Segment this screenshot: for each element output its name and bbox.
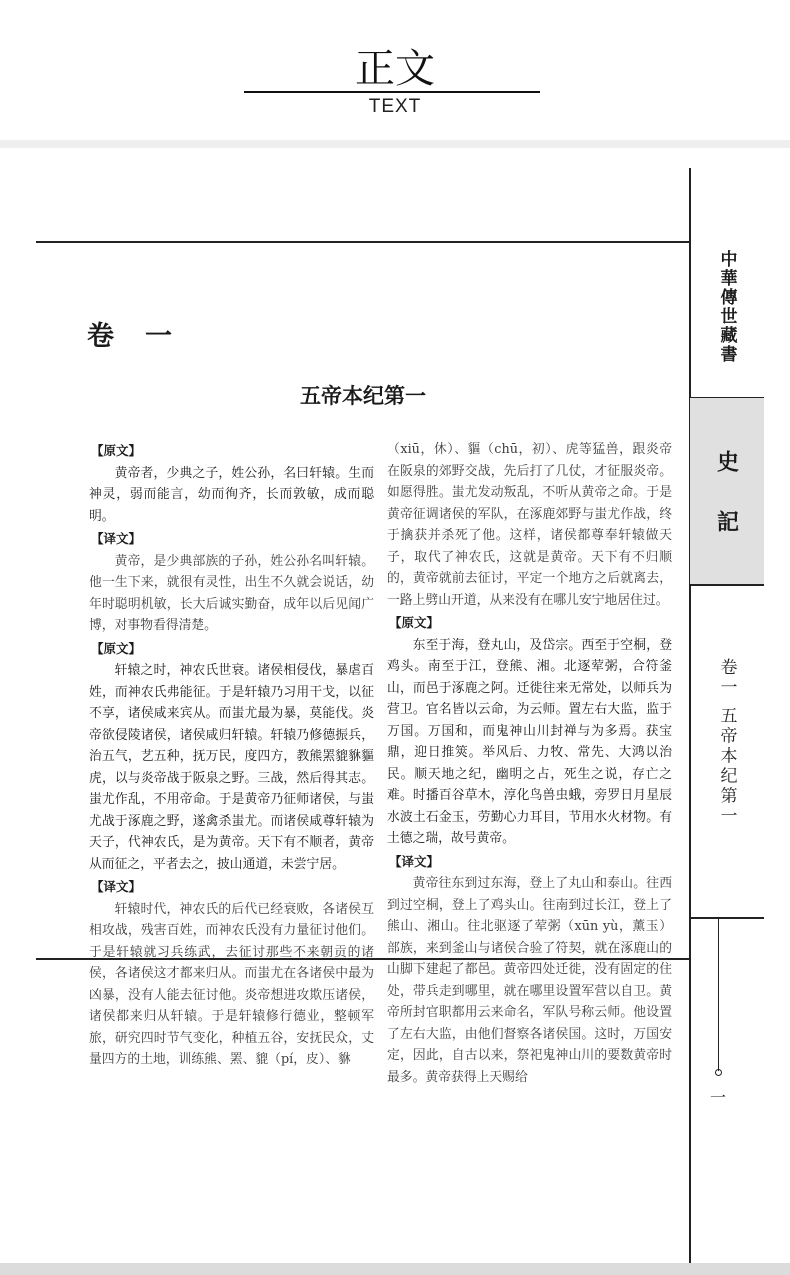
section-title: 正文 xyxy=(355,46,435,92)
original-paragraph: 轩辕之时，神农氏世衰。诸侯相侵伐，暴虐百姓，而神农氏弗能征。于是轩辕乃习用干戈，以征不享，诸侯咸来宾从。而蚩尤最为暴，莫能伐。炎帝欲侵陵诸侯，诸侯咸归轩辕。轩辕乃修德振兵，治五气，艺五种，抚万民，度四方，教熊罴貔貅貙虎，以与炎帝战于阪泉之野。三战，然后得其志。蚩尤作乱，不用帝命。于是黄帝乃征师诸侯，与蚩尤战于涿鹿之野，遂禽杀蚩尤。而诸侯咸尊轩辕为天子，代神农氏，是为黄帝。天下有不顺者，黄帝从而征之，平者去之，披山通道，未尝宁居。 xyxy=(89,663,374,872)
label-original: 【原文】 xyxy=(389,615,440,630)
book-page xyxy=(0,148,790,1263)
volume-chapter-text: 卷一 五帝本纪第一 xyxy=(716,658,737,827)
translation-paragraph: 黄帝，是少典部族的子孙，姓公孙名叫轩辕。他一生下来，就很有灵性，出生不久就会说话，幼年时聪明机敏，长大后诚实勤奋，成年以后见闻广博，对事物看得清楚。 xyxy=(89,553,374,633)
volume-title: 卷 一 xyxy=(87,321,174,352)
book-title-text: 史記 xyxy=(713,450,740,570)
sidebar-thin-line xyxy=(718,919,719,1071)
header-band xyxy=(0,0,790,140)
title-underline xyxy=(244,91,540,93)
label-original: 【原文】 xyxy=(91,443,142,458)
label-original: 【原文】 xyxy=(91,640,142,656)
translation-paragraph: 黄帝往东到过东海，登上了丸山和泰山。往西到过空桐，登上了鸡头山。往南到过长江，登上了熊山、湘山。往北驱逐了荤粥（xūn yù，薰玉）部族，来到釜山与诸侯合验了符契，就在涿鹿山的山脚下建起了都邑。黄帝四处迁徙，没有固定的住处，带兵走到哪里，就在哪里设置军营以自卫。黄帝所封官职都用云来命名，军队号称云师。他设置了左右大监，由他们督察各诸侯国。这时，万国安定，因此，自古以来，祭祀鬼神山川的要数黄帝时最多。黄帝获得上天赐给 xyxy=(387,876,672,1085)
label-translation: 【译文】 xyxy=(91,531,142,546)
section-subtitle: TEXT xyxy=(368,96,422,117)
original-paragraph: 东至于海，登丸山，及岱宗。西至于空桐，登鸡头。南至于江，登熊、湘。北逐荤粥，合符釜山，而邑于涿鹿之阿。迁徙往来无常处，以师兵为营卫。官名皆以云命，为云师。置左右大监，监于万国。万国和，而鬼神山川封禅与为多焉。获宝鼎，迎日推筴。举风后、力牧、常先、大鸿以治民。顺天地之纪，幽明之占，死生之说，存亡之难。时播百谷草木，淳化鸟兽虫蛾，旁罗日月星辰水波土石金玉，劳勤心力耳目，节用水火材物。有土德之瑞，故号黄帝。 xyxy=(387,637,672,846)
page-marker-circle-icon xyxy=(715,1069,722,1076)
label-translation: 【译文】 xyxy=(389,853,440,869)
translation-paragraph-continued: （xiū，休）、貙（chū，初）、虎等猛兽，跟炎帝在阪泉的郊野交战，先后打了几仗，才征服炎帝。如愿得胜。蚩尤发动叛乱，不听从黄帝之命。于是黄帝征调诸侯的军队，在涿鹿郊野与蚩尤作战，终于擒获并杀死了他。这样，诸侯都尊奉轩辕做天子，取代了神农氏，这就是黄帝。天下有不归顺的，黄帝就前去征讨，平定一个地方之后就离去，一路上劈山开道，从来没有在哪儿安宁地居住过。 xyxy=(387,442,672,608)
sidebar-volume-chapter xyxy=(690,584,764,918)
page-number: 一 xyxy=(709,1088,726,1107)
text-column-right xyxy=(387,439,672,1085)
text-column-left xyxy=(89,439,374,1067)
series-title-text: 中華傳世藏書 xyxy=(716,250,737,364)
sidebar-book-title xyxy=(690,398,764,584)
translation-paragraph: 轩辕时代，神农氏的后代已经衰败，各诸侯互相攻战，残害百姓，而神农氏没有力量征讨他们。于是轩辕就习兵练武，去征讨那些不来朝贡的诸侯，各诸侯这才都来归从。而蚩尤在各诸侯中最为凶暴，没有人能去征讨他。炎帝想进攻欺压诸侯，诸侯都来归从轩辕。于是轩辕修行德业，整顿军旅，研究四时节气变化，种植五谷，安抚民众，丈量四方的土地，训练熊、罴、貔（pí，皮）、貅 xyxy=(89,901,374,1067)
top-rule xyxy=(36,241,690,243)
bottom-shadow-strip xyxy=(0,1263,790,1275)
chapter-title: 五帝本纪第一 xyxy=(300,383,426,408)
sidebar-series-title xyxy=(690,168,764,396)
original-paragraph: 黄帝者，少典之子，姓公孙，名曰轩辕。生而神灵，弱而能言，幼而徇齐，长而敦敏，成而聪明。 xyxy=(89,465,374,524)
label-translation: 【译文】 xyxy=(91,879,142,894)
